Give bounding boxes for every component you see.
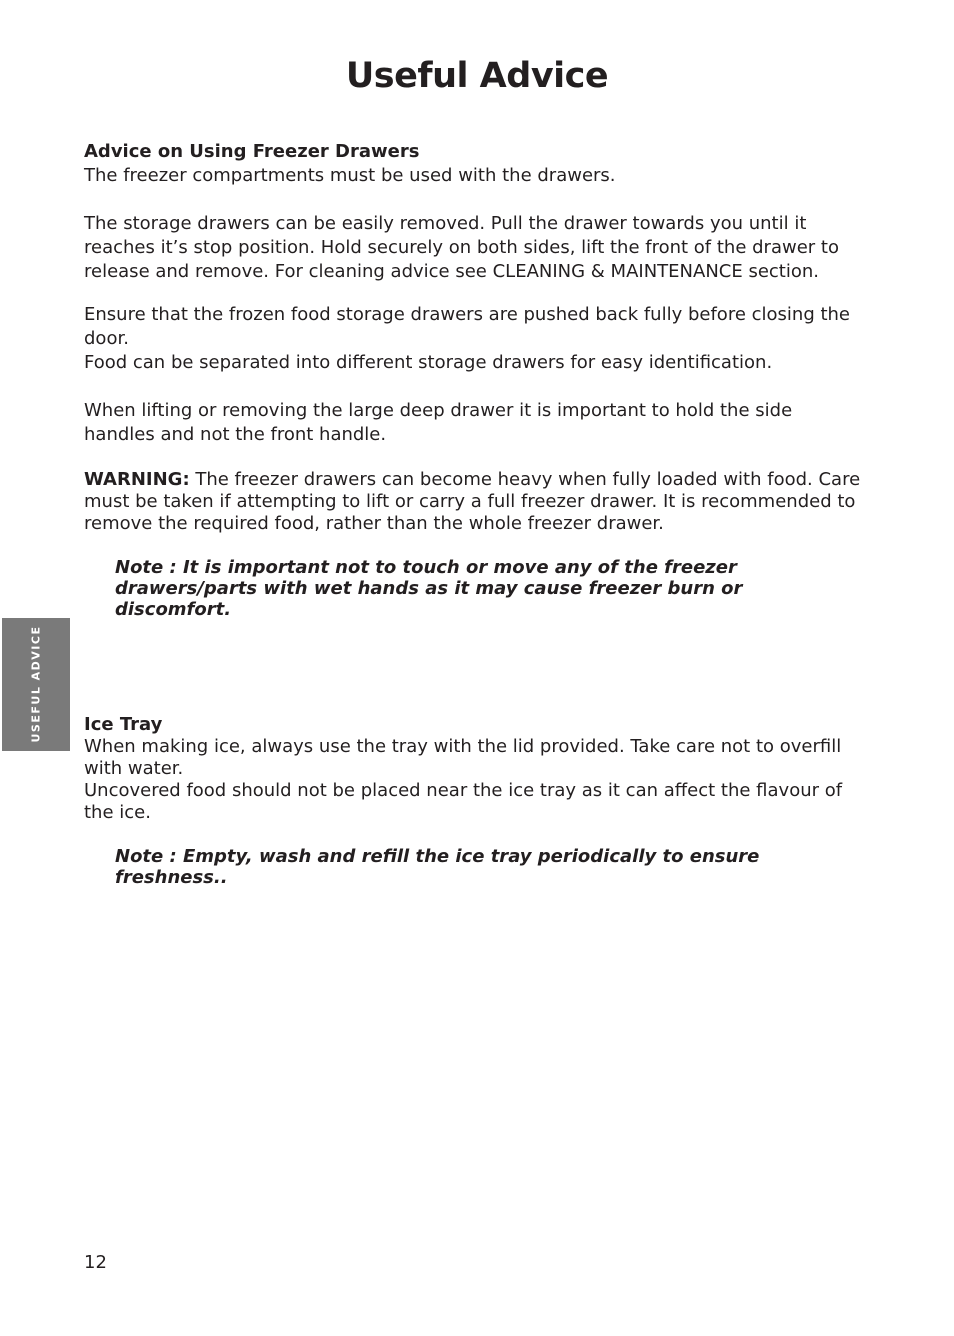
paragraph: The freezer compartments must be used with the drawers. [84,165,616,186]
section-heading-ice-tray: Ice Tray [84,714,163,735]
spacer [84,188,864,212]
section-heading-freezer-drawers: Advice on Using Freezer Drawers [84,141,420,162]
page-title: Useful Advice [345,56,609,96]
side-tab-label: USEFUL ADVICE [29,625,43,743]
spacer [84,284,864,303]
paragraph: Uncovered food should not be placed near the ice tray as it can affect the flavour of the ice. [84,780,843,823]
paragraph: When making ice, always use the tray with the lid provided. Take care not to overfill with water. [84,736,842,779]
note-freezer-drawers: Note : It is important not to touch or move any of the freezer drawers/parts with wet hands as it may cause freezer burn or discomfort. [115,557,743,620]
spacer [84,375,864,399]
warning-label: WARNING: [84,469,190,490]
note-ice-tray: Note : Empty, wash and refill the ice tray periodically to ensure freshness.. [115,846,760,888]
freezer-drawers-section [84,140,864,620]
spacer [84,535,864,557]
paragraph: Ensure that the frozen food storage drawers are pushed back fully before closing the door. [84,304,851,349]
spacer [84,447,864,469]
ice-tray-section [84,714,864,888]
warning-text: The freezer drawers can become heavy when fully loaded with food. Care must be taken if attempting to lift or carry a full freezer drawer. It is recommended to remove the required food, rather than the whole freezer drawer. [84,469,861,534]
warning-paragraph [84,469,864,535]
spacer [84,824,864,846]
page-number: 12 [84,1252,107,1273]
paragraph: Food can be separated into different storage drawers for easy identification. [84,352,773,373]
paragraph: When lifting or removing the large deep drawer it is important to hold the side handles and not the front handle. [84,400,793,445]
paragraph: The storage drawers can be easily removed. Pull the drawer towards you until it reaches it’s stop position. Hold securely on both sides, lift the front of the drawer to release and remove. For cleaning advice see CLEANING & MAINTENANCE section. [84,213,839,282]
side-tab [2,618,70,751]
